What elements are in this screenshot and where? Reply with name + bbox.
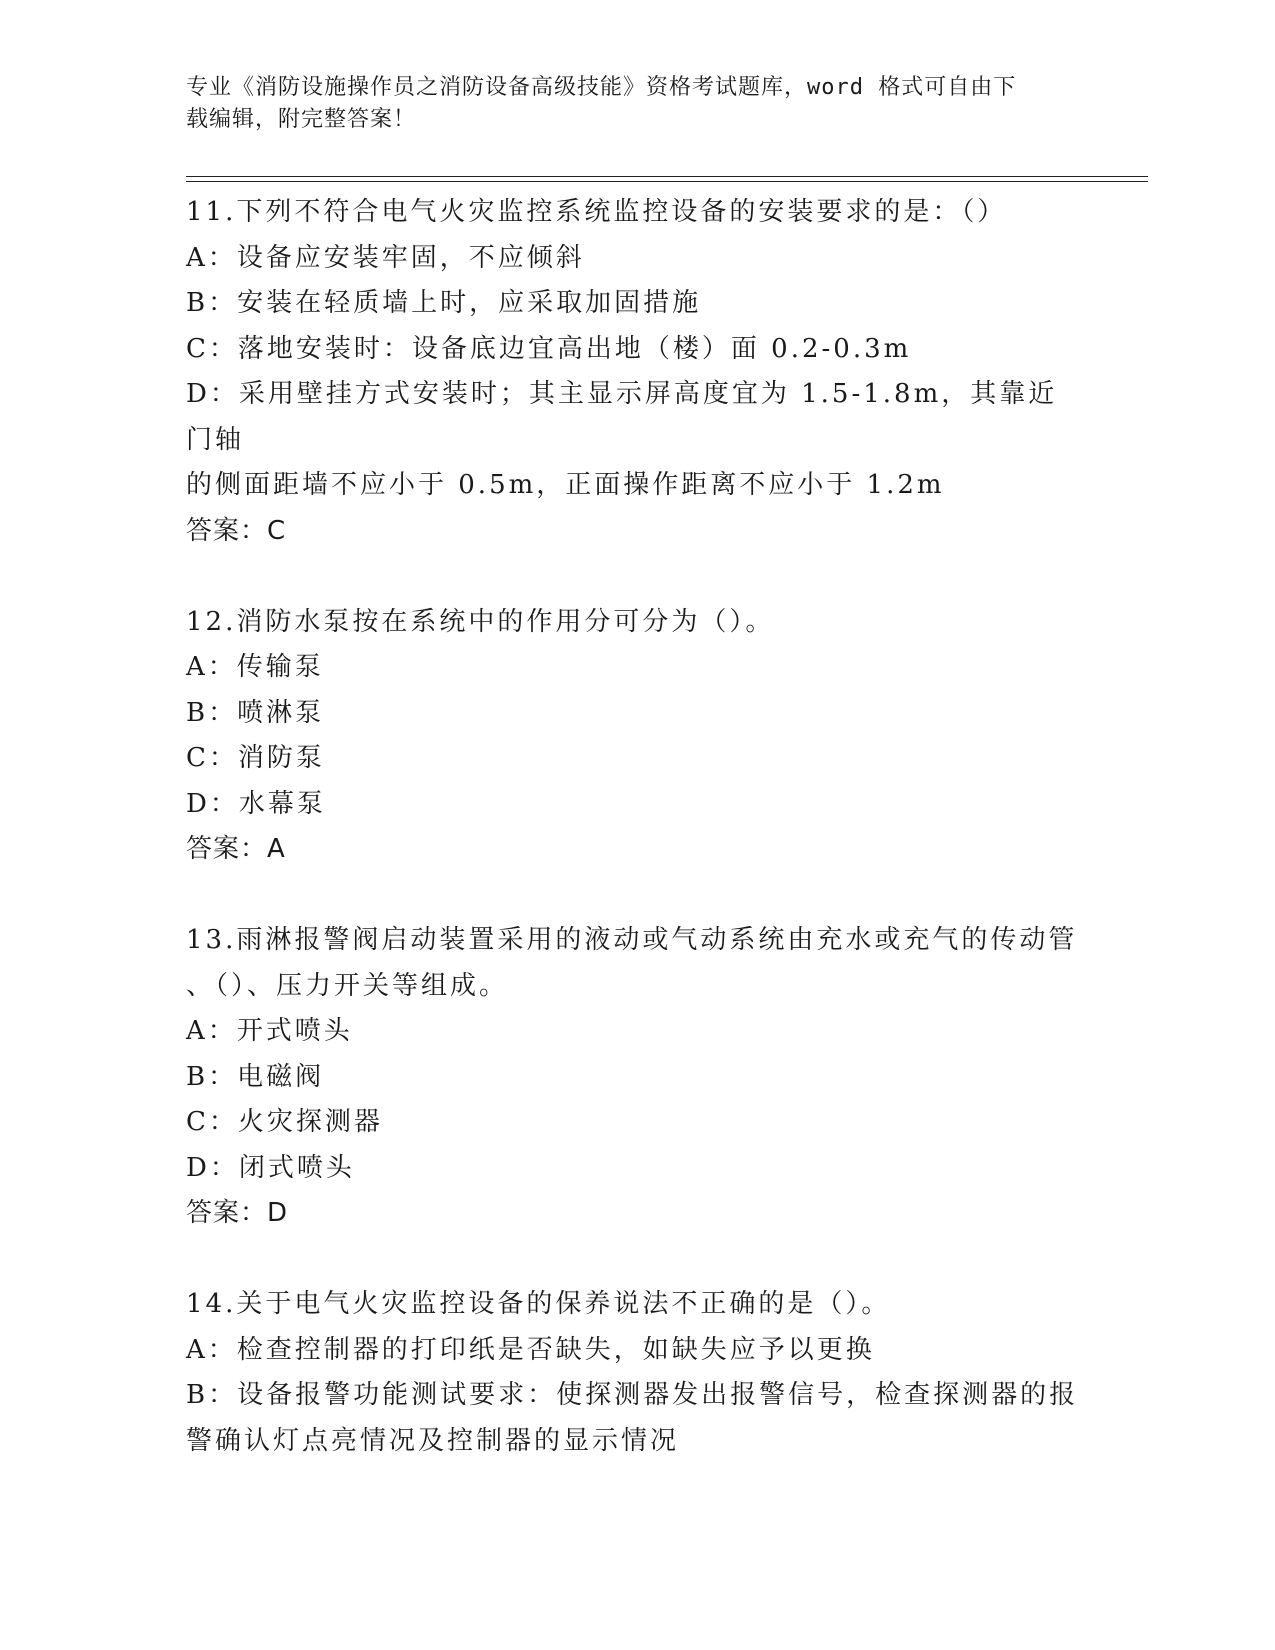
option-c: C：火灾探测器 [186,1107,383,1137]
question-11 [186,190,1086,554]
option-a: A：设备应安装牢固，不应倾斜 [186,242,585,273]
option-b: B：设备报警功能测试要求：使探测器发出报警信号，检查探测器的报 [186,1380,1079,1410]
header-line-2: 载编辑，附完整答案！ [186,107,417,132]
header-rule-bottom [186,181,1148,182]
document-header [186,72,1066,136]
option-b: B：安装在轻质墙上时，应采取加固措施 [186,288,702,318]
option-c: C：消防泵 [186,743,325,773]
answer: 答案：A [186,834,286,864]
question-text: 11.下列不符合电气火灾监控系统监控设备的安装要求的是：（） [186,197,1007,227]
option-a: A：开式喷头 [186,1016,353,1046]
option-b-continued: 警确认灯点亮情况及控制器的显示情况 [186,1425,680,1456]
question-text: 12.消防水泵按在系统中的作用分可分为（）。 [186,606,775,637]
option-d: D：闭式喷头 [186,1152,355,1183]
answer: 答案：D [186,1198,289,1228]
header-line-1: 专业《消防设施操作员之消防设备高级技能》资格考试题库，word 格式可自由下 [186,75,1017,100]
question-12 [186,600,1086,873]
question-text: 13.雨淋报警阀启动装置采用的液动或气动系统由充水或充气的传动管 [186,925,1078,955]
option-d: D：采用壁挂方式安装时；其主显示屏高度宜为 1.5-1.8m，其靠近门轴 [186,379,1058,455]
answer: 答案：C [186,515,287,546]
question-text-continued: 、（）、压力开关等组成。 [186,970,509,1001]
question-13 [186,918,1086,1237]
option-a: A：传输泵 [186,652,324,682]
option-d: D：水幕泵 [186,788,326,819]
option-c: C：落地安装时：设备底边宜高出地（楼）面 0.2-0.3m [186,333,912,364]
option-d-continued: 的侧面距墙不应小于 0.5m，正面操作距离不应小于 1.2m [186,470,945,500]
option-a: A：检查控制器的打印纸是否缺失，如缺失应予以更换 [186,1334,875,1365]
question-list [186,190,1086,1510]
header-rule-top [186,176,1148,177]
option-b: B：电磁阀 [186,1061,325,1092]
question-14 [186,1282,1086,1464]
option-b: B：喷淋泵 [186,697,325,728]
question-text: 14.关于电气火灾监控设备的保养说法不正确的是（）。 [186,1289,891,1319]
